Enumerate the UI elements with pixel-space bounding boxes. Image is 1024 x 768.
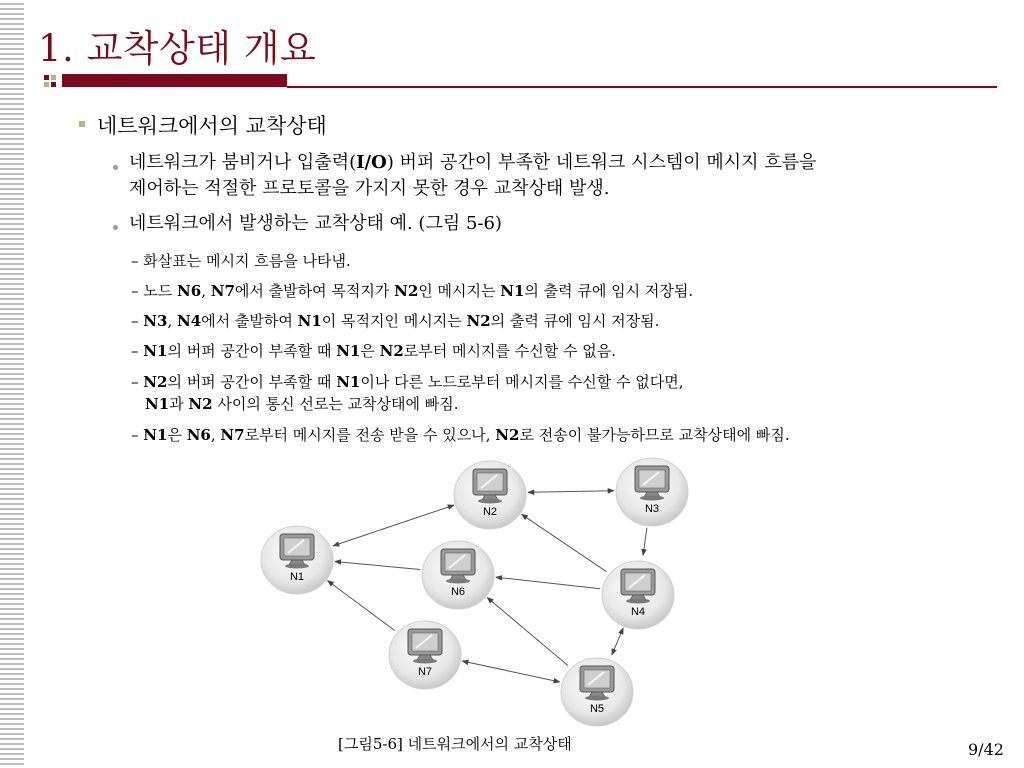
edge-n3-n4 xyxy=(643,528,647,556)
node-label: N1 xyxy=(289,571,305,583)
figure-caption: [그림5-6] 네트워크에서의 교착상태 xyxy=(338,735,572,753)
bullet-a-line1: 네트워크가 붐비거나 입출력(I/O) 버퍼 공간이 부족한 네트워크 시스템이 메시지 흐름을 xyxy=(129,152,817,173)
network-diagram xyxy=(240,448,710,728)
edge-n5-n7 xyxy=(462,661,560,682)
node-label: N7 xyxy=(417,666,433,678)
edge-n4-n5 xyxy=(612,628,623,655)
decorative-stripes xyxy=(0,0,24,768)
title-decoration-icon xyxy=(42,74,62,90)
bullet-dot-icon xyxy=(113,165,118,170)
sub-item: – N1의 버퍼 공간이 부족할 때 N1은 N2로부터 메시지를 수신할 수 없음. xyxy=(131,342,616,360)
section-heading: 네트워크에서의 교착상태 xyxy=(97,114,327,138)
bullet-a-line2: 제어하는 적절한 프로토콜을 가지지 못한 경우 교착상태 발생. xyxy=(129,178,610,199)
sub-item: – N3, N4에서 출발하여 N1이 목적지인 메시지는 N2의 출력 큐에 임시 저장됨. xyxy=(131,312,660,330)
node-label: N2 xyxy=(482,506,498,518)
sub-item: – 화살표는 메시지 흐름을 나타냄. xyxy=(131,252,351,270)
edge-n7-n1 xyxy=(328,581,395,631)
node-n7 xyxy=(389,621,461,689)
node-label: N4 xyxy=(630,606,646,618)
node-n3 xyxy=(616,458,688,526)
node-label: N3 xyxy=(644,503,660,515)
edge-n6-n1 xyxy=(335,562,420,570)
page-number: 9/42 xyxy=(968,740,1004,759)
node-n1 xyxy=(261,526,333,594)
square-bullet-icon xyxy=(79,121,85,127)
bullet-dot-icon xyxy=(113,225,118,230)
sub-item: – N1은 N6, N7로부터 메시지를 전송 받을 수 있으나, N2로 전송이 불가능하므로 교착상태에 빠짐. xyxy=(131,426,790,444)
title-accent-bar xyxy=(62,74,287,87)
edge-n4-n6 xyxy=(496,577,600,589)
node-n4 xyxy=(602,561,674,629)
edge-n4-n2 xyxy=(522,514,607,571)
node-n5 xyxy=(561,658,633,726)
sub-item-continuation: N1과 N2 사이의 통신 선로는 교착상태에 빠짐. xyxy=(145,395,459,413)
node-label: N6 xyxy=(450,586,466,598)
node-label: N5 xyxy=(589,703,605,715)
node-n2 xyxy=(454,461,526,529)
title-underline xyxy=(287,86,997,88)
edge-n1-n2 xyxy=(333,505,454,546)
sub-item: – N2의 버퍼 공간이 부족할 때 N1이나 다른 노드로부터 메시지를 수신할 수 없다면, xyxy=(131,373,684,391)
edge-n2-n3 xyxy=(528,491,614,493)
node-n6 xyxy=(422,541,494,609)
sub-item: – 노드 N6, N7에서 출발하여 목적지가 N2인 메시지는 N1의 출력 큐에 임시 저장됨. xyxy=(131,282,694,300)
slide-title: 1. 교착상태 개요 xyxy=(38,27,317,70)
edge-n5-n6 xyxy=(487,598,568,666)
bullet-b: 네트워크에서 발생하는 교착상태 예. (그림 5-6) xyxy=(129,213,502,234)
